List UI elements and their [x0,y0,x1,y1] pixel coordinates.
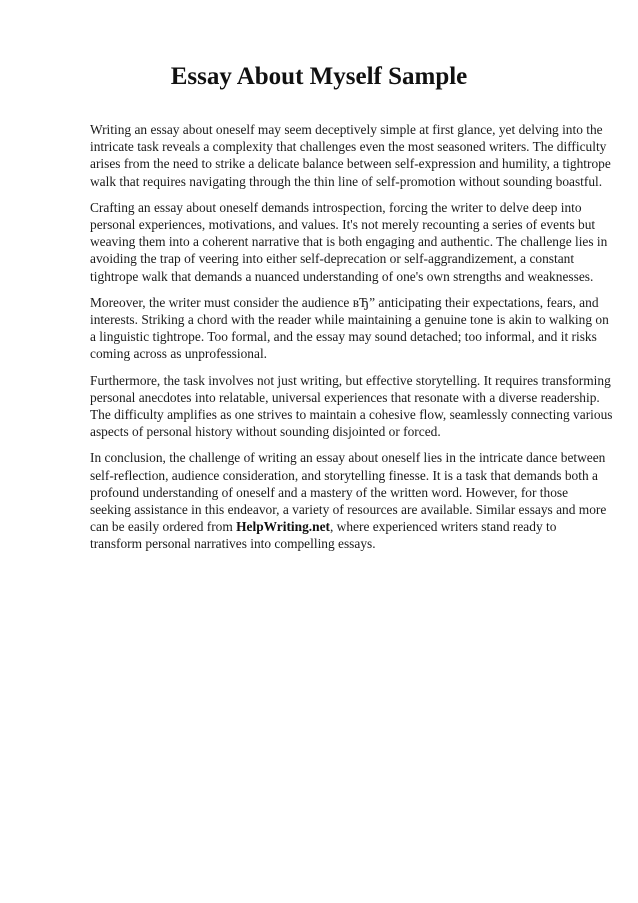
page-title: Essay About Myself Sample [170,63,468,90]
text-line: Furthermore, the task involves not just writing, but effective storytelling. It requires transforming [90,372,611,388]
text-line: avoiding the trap of veering into either self-deprecation or self-aggrandizement, a constant [90,251,575,267]
text-line: profound understanding of oneself and a mastery of the written word. However, for those [90,484,569,500]
paragraph-4 [90,372,613,441]
text-line: transform personal narratives into compelling essays. [90,536,376,552]
text-line: In conclusion, the challenge of writing an essay about oneself lies in the intricate dance between [90,450,606,466]
text-line: interests. Striking a chord with the reader while maintaining a genuine tone is akin to walking on [90,312,609,328]
text-line: seeking assistance in this endeavor, a variety of resources are available. Similar essays and more [90,502,607,518]
helpwriting-link[interactable]: HelpWriting.net [236,519,330,535]
text-line: Writing an essay about oneself may seem deceptively simple at first glance, yet delving into the [90,122,603,137]
paragraph-conclusion [90,449,610,552]
essay-body [90,121,613,562]
text-line: self-reflection, audience consideration, and storytelling finesse. It is a task that demands both a [90,467,598,483]
text-before-link: can be easily ordered from [90,519,237,535]
paragraph-2 [90,199,610,285]
text-line: tightrope walk that demands a nuanced understanding of one's own strengths and weaknesses. [90,268,594,284]
text-line: Crafting an essay about oneself demands introspection, forcing the writer to delve deep into [90,199,582,215]
text-line: The difficulty amplifies as one strives to maintain a cohesive flow, seamlessly connecting various [90,407,613,423]
text-line: personal experiences, motivations, and values. It's not merely recounting a series of events but [90,217,596,233]
text-line: intricate task reveals a complexity that challenges even the most seasoned writers. The difficulty [90,139,607,155]
text-line: Moreover, the writer must consider the audience вЂ” anticipating their expectations, fears, and [90,294,599,310]
text-line: walk that requires navigating through the thin line of self-promotion without sounding boastful. [90,173,603,189]
paragraph-3 [90,294,610,363]
text-line: aspects of personal history without sounding disjointed or forced. [90,424,441,440]
text-line-with-link [90,518,610,535]
paragraph-1 [90,121,610,190]
text-line: coming across as unprofessional. [90,346,268,362]
text-after-link: , where experienced writers stand ready to [329,519,557,535]
text-line: a linguistic tightrope. Too formal, and the essay may sound detached; too informal, and it risks [90,329,597,345]
text-line: arises from the need to strike a delicate balance between self-expression and humility, a tightrope [90,156,611,172]
text-line: personal anecdotes into relatable, universal experiences that resonate with a diverse readership. [90,389,600,405]
text-line: weaving them into a coherent narrative that is both engaging and authentic. The challenge lies in [90,234,608,250]
